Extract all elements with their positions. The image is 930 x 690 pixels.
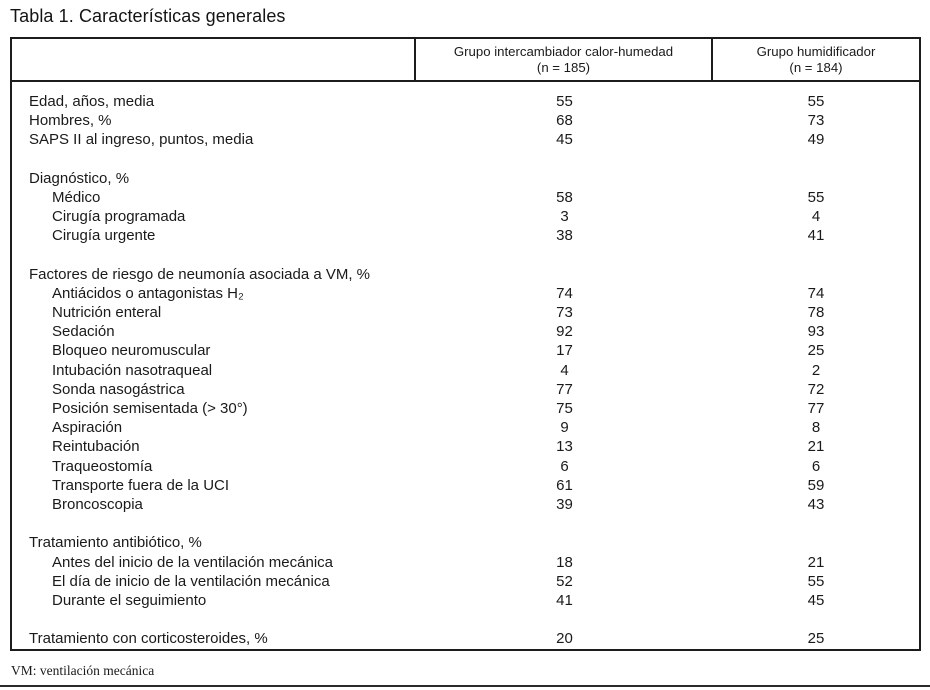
value-heat-moisture-exchanger: 13 bbox=[556, 438, 573, 456]
spacer-row bbox=[12, 150, 919, 169]
section-header-row bbox=[12, 265, 919, 284]
row-label: Bloqueo neuromuscular bbox=[52, 342, 211, 360]
table-row bbox=[12, 437, 919, 456]
table-header-row bbox=[12, 39, 919, 82]
footnote: VM: ventilación mecánica bbox=[11, 663, 155, 678]
value-humidifier: 4 bbox=[811, 208, 821, 226]
value-heat-moisture-exchanger: 39 bbox=[556, 495, 573, 513]
spacer-row bbox=[12, 610, 919, 629]
table-row bbox=[12, 629, 919, 648]
row-label: Cirugía urgente bbox=[52, 227, 156, 245]
value-humidifier: 6 bbox=[811, 457, 821, 475]
table-row bbox=[12, 361, 919, 380]
value-humidifier: 59 bbox=[807, 476, 825, 494]
row-label: Diagnóstico, % bbox=[29, 169, 130, 187]
row-label: Antiácidos o antagonistas H₂ bbox=[52, 284, 244, 302]
value-humidifier: 49 bbox=[807, 131, 825, 149]
row-label: Nutrición enteral bbox=[52, 304, 162, 322]
section-header-row bbox=[12, 533, 919, 552]
table-row bbox=[12, 130, 919, 149]
value-humidifier: 21 bbox=[807, 438, 825, 456]
row-label: Durante el seguimiento bbox=[52, 591, 207, 609]
table-row bbox=[12, 380, 919, 399]
section-header-row bbox=[12, 169, 919, 188]
table-row bbox=[12, 399, 919, 418]
row-label: Broncoscopia bbox=[52, 495, 143, 513]
row-label: Aspiración bbox=[52, 419, 123, 437]
value-heat-moisture-exchanger: 55 bbox=[556, 93, 573, 110]
value-humidifier: 2 bbox=[811, 361, 821, 379]
table-row bbox=[12, 495, 919, 514]
header-empty-cell bbox=[12, 39, 416, 80]
row-label: Reintubación bbox=[52, 438, 140, 456]
value-heat-moisture-exchanger: 18 bbox=[556, 553, 573, 571]
bottom-rule bbox=[0, 685, 930, 687]
table-row bbox=[12, 591, 919, 610]
value-heat-moisture-exchanger: 20 bbox=[556, 630, 573, 648]
value-humidifier: 55 bbox=[807, 572, 825, 590]
table-row bbox=[12, 572, 919, 591]
value-heat-moisture-exchanger: 41 bbox=[556, 591, 573, 609]
value-humidifier: 72 bbox=[807, 380, 825, 398]
header-group-humidifier bbox=[713, 39, 919, 80]
table-title: Tabla 1. Características generales bbox=[10, 6, 286, 26]
header-group-name: Grupo humidificador bbox=[756, 43, 876, 59]
value-heat-moisture-exchanger: 52 bbox=[556, 572, 573, 590]
value-humidifier: 45 bbox=[807, 591, 825, 609]
value-heat-moisture-exchanger: 45 bbox=[556, 131, 573, 149]
row-label: Antes del inicio de la ventilación mecánica bbox=[52, 553, 333, 571]
table-row bbox=[12, 207, 919, 226]
value-humidifier: 74 bbox=[807, 284, 825, 302]
value-heat-moisture-exchanger: 6 bbox=[560, 457, 569, 475]
table-row bbox=[12, 188, 919, 207]
row-label: Tratamiento con corticosteroides, % bbox=[29, 630, 268, 648]
value-heat-moisture-exchanger: 74 bbox=[556, 284, 573, 302]
value-heat-moisture-exchanger: 92 bbox=[556, 323, 573, 341]
spacer-row bbox=[12, 246, 919, 265]
row-label: SAPS II al ingreso, puntos, media bbox=[29, 131, 254, 149]
value-heat-moisture-exchanger: 9 bbox=[560, 419, 569, 437]
header-group-n: (n = 185) bbox=[536, 59, 591, 75]
table-row bbox=[12, 303, 919, 322]
value-heat-moisture-exchanger: 4 bbox=[560, 361, 569, 379]
table-row bbox=[12, 284, 919, 303]
row-label: El día de inicio de la ventilación mecánica bbox=[52, 572, 330, 590]
value-humidifier: 41 bbox=[807, 227, 825, 245]
row-label: Cirugía programada bbox=[52, 208, 186, 226]
value-humidifier: 77 bbox=[807, 400, 825, 417]
value-humidifier: 55 bbox=[807, 188, 825, 206]
table-row bbox=[12, 457, 919, 476]
row-label: Hombres, % bbox=[29, 112, 112, 130]
row-label: Intubación nasotraqueal bbox=[52, 361, 213, 379]
value-humidifier: 93 bbox=[807, 323, 825, 341]
row-label: Edad, años, media bbox=[29, 93, 155, 110]
table-row bbox=[12, 341, 919, 360]
value-heat-moisture-exchanger: 38 bbox=[556, 227, 573, 245]
row-label: Médico bbox=[52, 188, 101, 206]
table-row bbox=[12, 92, 919, 111]
row-label: Transporte fuera de la UCI bbox=[52, 476, 230, 494]
header-group-heat-moisture-exchanger bbox=[416, 39, 713, 80]
value-heat-moisture-exchanger: 61 bbox=[556, 476, 573, 494]
value-heat-moisture-exchanger: 68 bbox=[556, 112, 573, 130]
value-humidifier: 43 bbox=[807, 495, 825, 513]
value-heat-moisture-exchanger: 58 bbox=[556, 188, 573, 206]
table-row bbox=[12, 476, 919, 495]
header-group-n: (n = 184) bbox=[789, 59, 843, 75]
row-label: Traqueostomía bbox=[52, 457, 153, 475]
value-heat-moisture-exchanger: 75 bbox=[556, 400, 573, 417]
table-body bbox=[12, 82, 919, 648]
table-row bbox=[12, 418, 919, 437]
row-label: Factores de riesgo de neumonía asociada a VM, % bbox=[29, 265, 371, 283]
table-row bbox=[12, 226, 919, 245]
value-heat-moisture-exchanger: 73 bbox=[556, 304, 573, 322]
row-label: Posición semisentada (> 30°) bbox=[52, 400, 248, 417]
row-label: Sonda nasogástrica bbox=[52, 380, 185, 398]
value-humidifier: 73 bbox=[807, 112, 825, 130]
value-heat-moisture-exchanger: 77 bbox=[556, 380, 573, 398]
value-humidifier: 55 bbox=[807, 93, 825, 110]
spacer-row bbox=[12, 514, 919, 533]
table-row bbox=[12, 553, 919, 572]
value-heat-moisture-exchanger: 17 bbox=[556, 342, 573, 360]
table-row bbox=[12, 111, 919, 130]
row-label: Sedación bbox=[52, 323, 115, 341]
table-row bbox=[12, 322, 919, 341]
value-humidifier: 78 bbox=[807, 304, 825, 322]
row-label: Tratamiento antibiótico, % bbox=[29, 534, 202, 552]
value-humidifier: 21 bbox=[807, 553, 825, 571]
value-humidifier: 8 bbox=[811, 419, 821, 437]
value-heat-moisture-exchanger: 3 bbox=[560, 208, 569, 226]
characteristics-table bbox=[10, 37, 921, 651]
value-humidifier: 25 bbox=[807, 630, 825, 648]
value-humidifier: 25 bbox=[807, 342, 825, 360]
header-group-name: Grupo intercambiador calor-humedad bbox=[453, 43, 674, 59]
